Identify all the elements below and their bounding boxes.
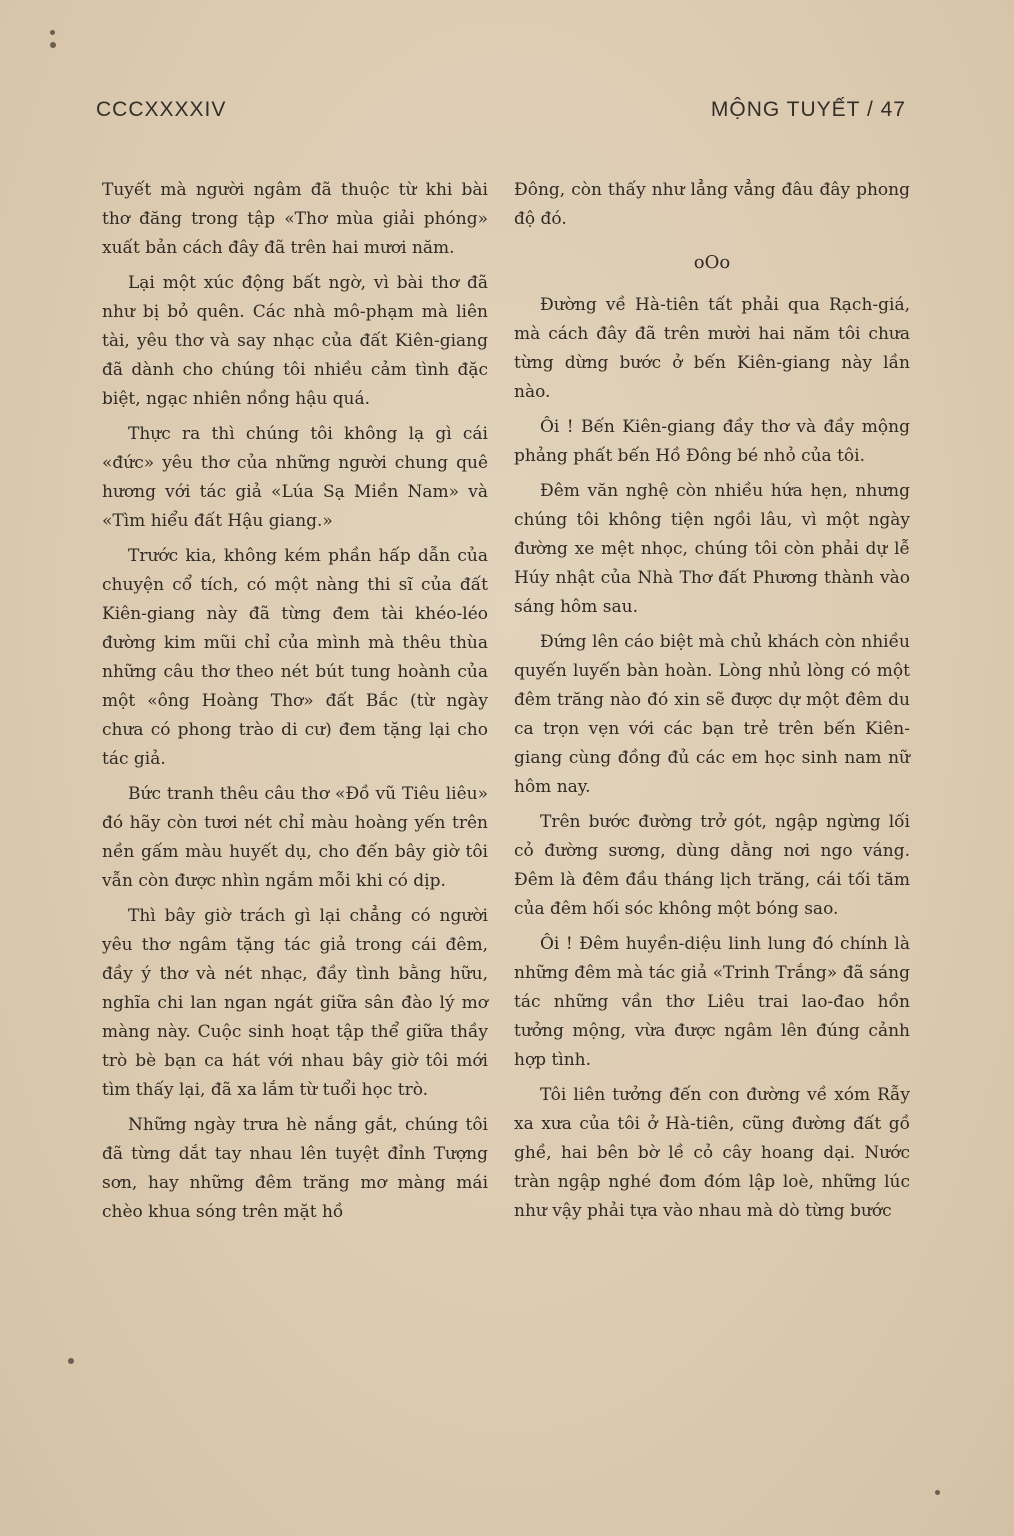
- paragraph: Lại một xúc động bất ngờ, vì bài thơ đã như bị bỏ quên. Các nhà mô-phạm mà liên tài, yêu thơ và say nhạc của đất Kiên-giang đã dành cho chúng tôi nhiều cảm tình đặc biệt, ngạc nhiên nồng hậu quá.: [102, 273, 488, 409]
- text-column-right: [514, 176, 910, 1232]
- paper-speck: [935, 1490, 940, 1495]
- paper-speck: [68, 1358, 74, 1364]
- paragraph: Bức tranh thêu câu thơ «Đồ vũ Tiêu liêu» đó hãy còn tươi nét chỉ màu hoàng yến trên nền gấm màu huyết dụ, cho đến bây giờ tôi vẫn còn được nhìn ngắm mỗi khi có dịp.: [102, 784, 488, 891]
- paragraph: Thực ra thì chúng tôi không lạ gì cái «đức» yêu thơ của những người chung quê hương với tác giả «Lúa Sạ Miền Nam» và «Tìm hiểu đất Hậu giang.»: [102, 424, 488, 531]
- paragraph: Ôi ! Bến Kiên-giang đầy thơ và đầy mộng phảng phất bến Hồ Đông bé nhỏ của tôi.: [514, 417, 910, 466]
- paper-speck: [50, 42, 56, 48]
- paragraph: Đường về Hà-tiên tất phải qua Rạch-giá, mà cách đây đã trên mười hai năm tôi chưa từng dừng bước ở bến Kiên-giang này lần nào.: [514, 295, 910, 402]
- paragraph: Ôi ! Đêm huyền-diệu linh lung đó chính là những đêm mà tác giả «Trinh Trắng» đã sáng tác những vần thơ Liêu trai lao-đao hồn tưởng mộng, vừa được ngâm lên đúng cảnh hợp tình.: [514, 934, 910, 1070]
- paragraph: Tuyết mà người ngâm đã thuộc từ khi bài thơ đăng trong tập «Thơ mùa giải phóng» xuất bản cách đây đã trên hai mươi năm.: [102, 180, 488, 258]
- paragraph: Đêm văn nghệ còn nhiều hứa hẹn, nhưng chúng tôi không tiện ngồi lâu, vì một ngày đường xe mệt nhọc, chúng tôi còn phải dự lễ Húy nhật của Nhà Thơ đất Phương thành vào sáng hôm sau.: [514, 481, 910, 617]
- paper-speck: [50, 30, 55, 35]
- paragraph: Trên bước đường trở gót, ngập ngừng lối cỏ đường sương, dùng dằng nơi ngo váng. Đêm là đêm đầu tháng lịch trăng, cái tối tăm của đêm hối sóc không một bóng sao.: [514, 812, 910, 919]
- text-column-left: [102, 176, 488, 1233]
- running-title: MỘNG TUYẾT / 47: [710, 98, 906, 121]
- paragraph: Thì bây giờ trách gì lại chẳng có người yêu thơ ngâm tặng tác giả trong cái đêm, đầy ý thơ và nét nhạc, đầy tình bằng hữu, nghĩa chi lan ngan ngát giữa sân đào lý mơ màng này. Cuộc sinh hoạt tập thể giữa thầy trò bè bạn ca hát với nhau bây giờ tôi mới tìm thấy lại, đã xa lắm từ tuổi học trò.: [102, 906, 488, 1100]
- paragraph: Đứng lên cáo biệt mà chủ khách còn nhiều quyến luyến bàn hoàn. Lòng nhủ lòng có một đêm trăng nào đó xin sẽ được dự một đêm du ca trọn vẹn với các bạn trẻ trên bến Kiên-giang cùng đồng đủ các em học sinh nam nữ hôm nay.: [514, 632, 910, 797]
- section-separator: oOo: [693, 252, 731, 273]
- paragraph: Những ngày trưa hè nắng gắt, chúng tôi đã từng dắt tay nhau lên tuyệt đỉnh Tượng sơn, hay những đêm trăng mơ màng mái chèo khua sóng trên mặt hồ: [102, 1115, 488, 1222]
- paragraph: Tôi liên tưởng đến con đường về xóm Rẫy xa xưa của tôi ở Hà-tiên, cũng đường đất gồ ghề, hai bên bờ lề cỏ cây hoang dại. Nước tràn ngập nghé đom đóm lập loè, những lúc như vậy phải tựa vào nhau mà dò từng bước: [514, 1085, 910, 1221]
- paragraph: Đông, còn thấy như lẳng vẳng đâu đây phong độ đó.: [514, 180, 910, 229]
- page-header: [96, 98, 906, 138]
- section-number: CCCXXXXIV: [96, 98, 227, 121]
- paragraph: Trước kia, không kém phần hấp dẫn của chuyện cổ tích, có một nàng thi sĩ của đất Kiên-giang này đã từng đem tài khéo-léo đường kim mũi chỉ của mình mà thêu thùa những câu thơ theo nét bút tung hoành của một «ông Hoàng Thơ» đất Bắc (từ ngày chưa có phong trào di cư) đem tặng lại cho tác giả.: [102, 546, 488, 769]
